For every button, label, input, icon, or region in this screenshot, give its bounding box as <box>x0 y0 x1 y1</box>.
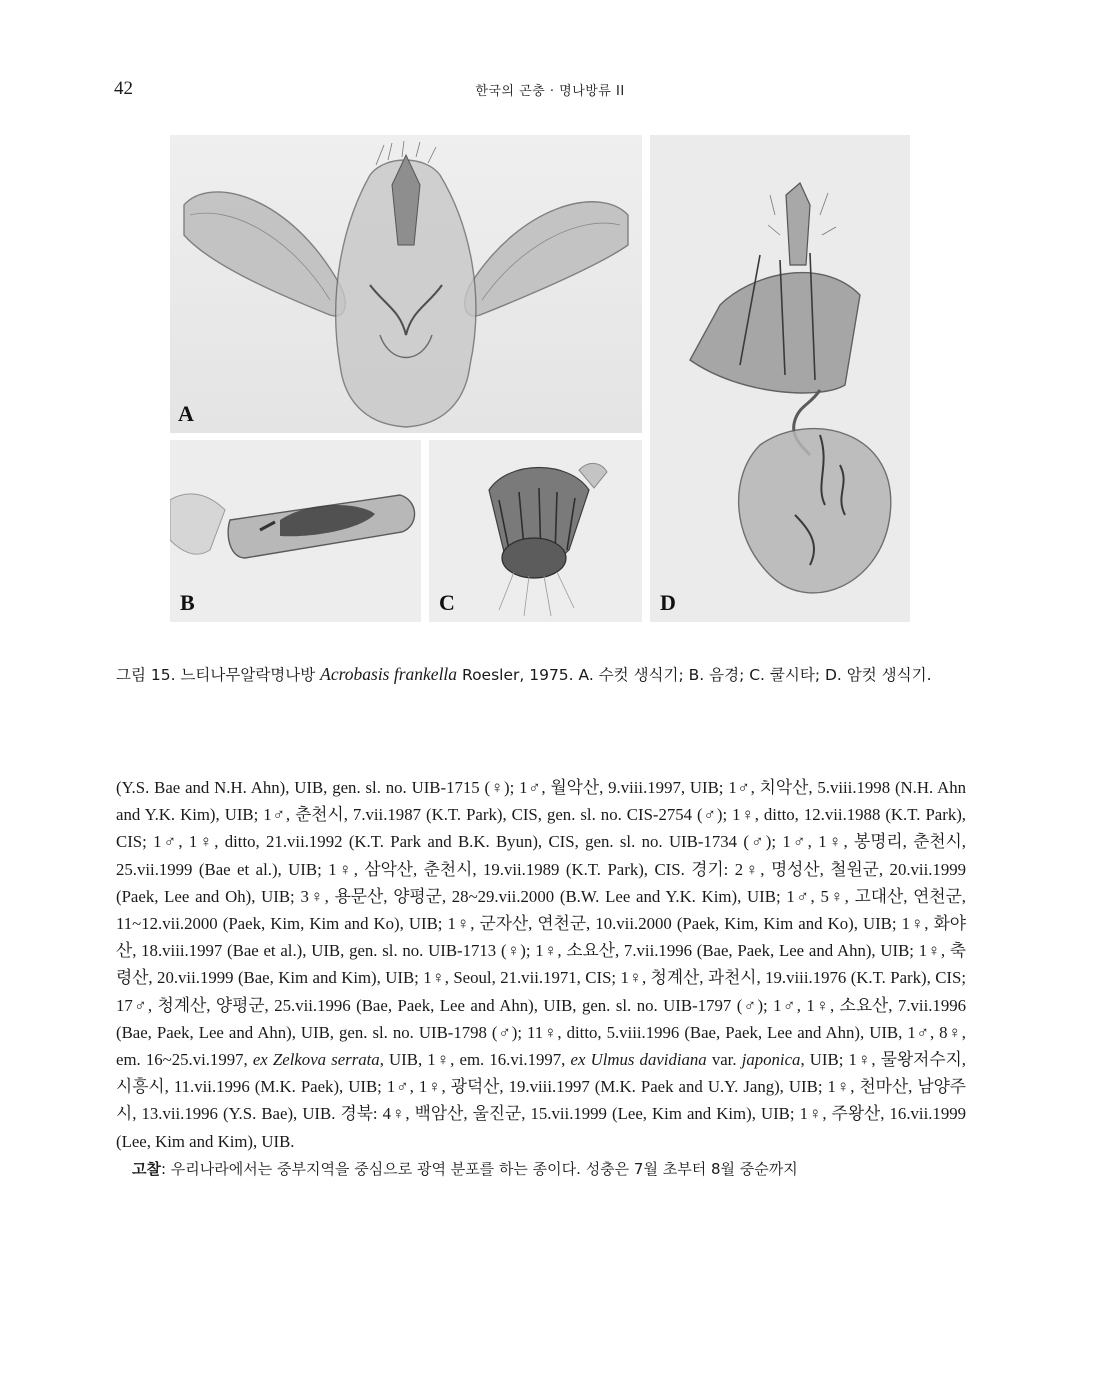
caption-author-parts: Roesler, 1975. A. 수컷 생식기; B. 음경; C. 쿨시타; D. 암컷 생식기. <box>457 666 932 684</box>
specimen-records <box>116 774 966 1183</box>
host-plant-zelkova: ex Zelkova serrata <box>252 1050 380 1070</box>
figure-caption <box>116 660 966 689</box>
specimen-list-text: (Y.S. Bae and N.H. Ahn), UIB, gen. sl. no. UIB-1715 (♀); 1♂, 월악산, 9.viii.1997, UIB; 1♂, 치악산, 5.viii.1998 (N.H. Ahn and Y.K. Kim), UIB; 1♂, 춘천시, 7.vii.1987 (K.T. Park), CIS, gen. sl. no. CIS-2754 (♂); 1♀, ditto, 12.vii.1988 (K.T. Park), CIS; 1♂, 1♀, ditto, 21.vii.1992 (K.T. Park and B.K. Byun), CIS, gen. sl. no. UIB-1734 (♂); 1♂, 1♀, 봉명리, 춘천시, 25.vii.1999 (Bae et al.), UIB; 1♀, 삼악산, 춘천시, 19.vii.1989 (K.T. Park), CIS. 경기: 2♀, 명성산, 철원군, 20.vii.1999 (Paek, Lee and Oh), UIB; 3♀, 용문산, 양평군, 28~29.vii.2000 (B.W. Lee and Y.K. Kim), UIB; 1♂, 5♀, 고대산, 연천군, 11~12.vii.2000 (Paek, Kim, Kim and Ko), UIB; 1♀, 군자산, 연천군, 10.vii.2000 (Paek, Kim, Kim and Ko), UIB; 1♀, 화야산, 18.viii.1997 (Bae et al.), UIB, gen. sl. no. UIB-1713 (♀); 1♀, 소요산, 7.vii.1996 (Bae, Paek, Lee and Ahn), UIB; 1♀, 축령산, 20.vii.1999 (Bae, Kim and Kim), UIB; 1♀, Seoul, 21.vii.1971, CIS; 1♀, 청계산, 과천시, 19.viii.1976 (K.T. Park), CIS; 17♂, 청계산, 양평군, 25.vii.1996 (Bae, Paek, Lee and Ahn), UIB, gen. sl. no. UIB-1797 (♂); 1♂, 1♀, 소요산, 7.vii.1996 (Bae, Paek, Lee and Ahn), UIB, gen. sl. no. UIB-1798 (♂); 11♀, ditto, 5.viii.1996 (Bae, Paek, Lee and Ahn), UIB, 1♂, 8♀, em. 16~25.vi.1997, <box>116 778 966 1070</box>
cornuti-photo-icon <box>429 440 642 622</box>
panel-label-a: A <box>178 401 194 426</box>
caption-species: Acrobasis frankella <box>320 664 458 684</box>
caption-prefix: 그림 15. 느티나무알락명나방 <box>116 666 321 684</box>
remarks-paragraph <box>116 1155 966 1183</box>
figure-panel-b <box>170 440 421 622</box>
panel-label-b: B <box>180 590 195 615</box>
specimen-mid-text: , UIB, 1♀, em. 16.vi.1997, <box>379 1050 571 1070</box>
male-genitalia-photo-icon <box>170 135 642 433</box>
host-plant-variety: japonica <box>741 1050 801 1070</box>
host-plant-ulmus: ex Ulmus davidiana <box>570 1050 707 1070</box>
host-var-label: var. <box>706 1050 742 1070</box>
remarks-heading: 고찰 <box>132 1159 161 1178</box>
specimen-paragraph <box>116 774 966 1155</box>
page-number: 42 <box>114 78 133 99</box>
specimen-tail-text: , UIB; 1♀, 물왕저수지, 시흥시, 11.vii.1996 (M.K. Paek), UIB; 1♂, 1♀, 광덕산, 19.viii.1997 (M.K. Paek and U.Y. Jang), UIB; 1♀, 천마산, 남양주시, 13.vii.1996 (Y.S. Bae), UIB. 경북: 4♀, 백암산, 울진군, 15.vii.1999 (Lee, Kim and Kim), UIB; 1♀, 주왕산, 16.vii.1999 (Lee, Kim and Kim), UIB. <box>116 1050 967 1151</box>
figure-panel-a <box>170 135 642 433</box>
figure-panel-d <box>650 135 910 622</box>
remarks-text: : 우리나라에서는 중부지역을 중심으로 광역 분포를 하는 종이다. 성충은 7월 초부터 8월 중순까지 <box>160 1159 798 1178</box>
aedeagus-photo-icon <box>170 440 421 622</box>
panel-label-c: C <box>439 590 455 615</box>
figure-panel-c <box>429 440 642 622</box>
running-header: 한국의 곤충 · 명나방류 II <box>475 84 625 99</box>
female-genitalia-photo-icon <box>650 135 910 622</box>
panel-label-d: D <box>660 590 676 615</box>
